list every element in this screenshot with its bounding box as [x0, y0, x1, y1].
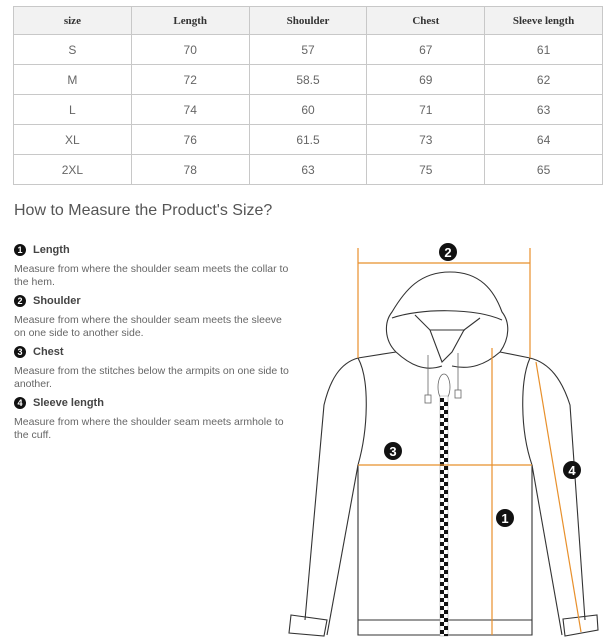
cell-chest: 73 [367, 125, 485, 155]
table-row [14, 35, 603, 65]
header-shoulder: Shoulder [249, 7, 367, 35]
cell-sleeve-length: 63 [485, 95, 603, 125]
guide-item-sleeve-length [14, 396, 289, 441]
cell-length: 78 [131, 155, 249, 185]
marker-2-icon [439, 243, 457, 261]
cell-chest: 71 [367, 95, 485, 125]
header-length: Length [131, 7, 249, 35]
measurement-markers [384, 243, 581, 527]
guide-item-shoulder [14, 294, 289, 339]
marker-4-icon [563, 461, 581, 479]
table-row [14, 155, 603, 185]
svg-text:4: 4 [568, 463, 576, 478]
cell-sleeve-length: 65 [485, 155, 603, 185]
measure-guide-list [14, 243, 289, 447]
cell-size: 2XL [14, 155, 132, 185]
measure-guide-title: How to Measure the Product's Size? [14, 202, 273, 219]
guide-label: Shoulder [33, 295, 81, 307]
svg-text:2: 2 [444, 245, 452, 260]
hoodie-measurement-diagram [280, 230, 605, 642]
size-chart-table [13, 6, 603, 185]
cell-length: 70 [131, 35, 249, 65]
cell-size: XL [14, 125, 132, 155]
cell-shoulder: 60 [249, 95, 367, 125]
table-row [14, 65, 603, 95]
table-row [14, 125, 603, 155]
number-3-icon: 3 [14, 346, 26, 358]
cell-sleeve-length: 62 [485, 65, 603, 95]
marker-1-icon [496, 509, 514, 527]
header-chest: Chest [367, 7, 485, 35]
guide-description: Measure from where the shoulder seam meets the sleeve on one side to another side. [14, 314, 282, 339]
guide-label: Length [33, 244, 70, 256]
zipper-icon [440, 396, 448, 636]
cell-shoulder: 58.5 [249, 65, 367, 95]
marker-3-icon [384, 442, 402, 460]
number-4-icon: 4 [14, 397, 26, 409]
number-2-icon: 2 [14, 295, 26, 307]
guide-description: Measure from where the shoulder seam meets the collar to the hem. [14, 263, 289, 288]
cell-shoulder: 61.5 [249, 125, 367, 155]
cell-length: 76 [131, 125, 249, 155]
cell-length: 74 [131, 95, 249, 125]
guide-description: Measure from the stitches below the armpits on one side to another. [14, 365, 289, 390]
cell-shoulder: 57 [249, 35, 367, 65]
guide-item-length [14, 243, 289, 288]
guide-label: Sleeve length [33, 397, 104, 409]
svg-text:1: 1 [501, 511, 509, 526]
guide-item-chest [14, 345, 289, 390]
cell-shoulder: 63 [249, 155, 367, 185]
cell-chest: 75 [367, 155, 485, 185]
number-1-icon: 1 [14, 244, 26, 256]
cell-size: L [14, 95, 132, 125]
cell-chest: 69 [367, 65, 485, 95]
svg-text:3: 3 [389, 444, 397, 459]
measurement-lines [358, 248, 581, 635]
guide-label: Chest [33, 346, 64, 358]
header-size: size [14, 7, 132, 35]
header-sleeve-length: Sleeve length [485, 7, 603, 35]
cell-size: M [14, 65, 132, 95]
guide-description: Measure from where the shoulder seam meets armhole to the cuff. [14, 416, 284, 441]
cell-sleeve-length: 61 [485, 35, 603, 65]
table-row [14, 95, 603, 125]
cell-size: S [14, 35, 132, 65]
table-header-row [14, 7, 603, 35]
cell-length: 72 [131, 65, 249, 95]
cell-sleeve-length: 64 [485, 125, 603, 155]
cell-chest: 67 [367, 35, 485, 65]
